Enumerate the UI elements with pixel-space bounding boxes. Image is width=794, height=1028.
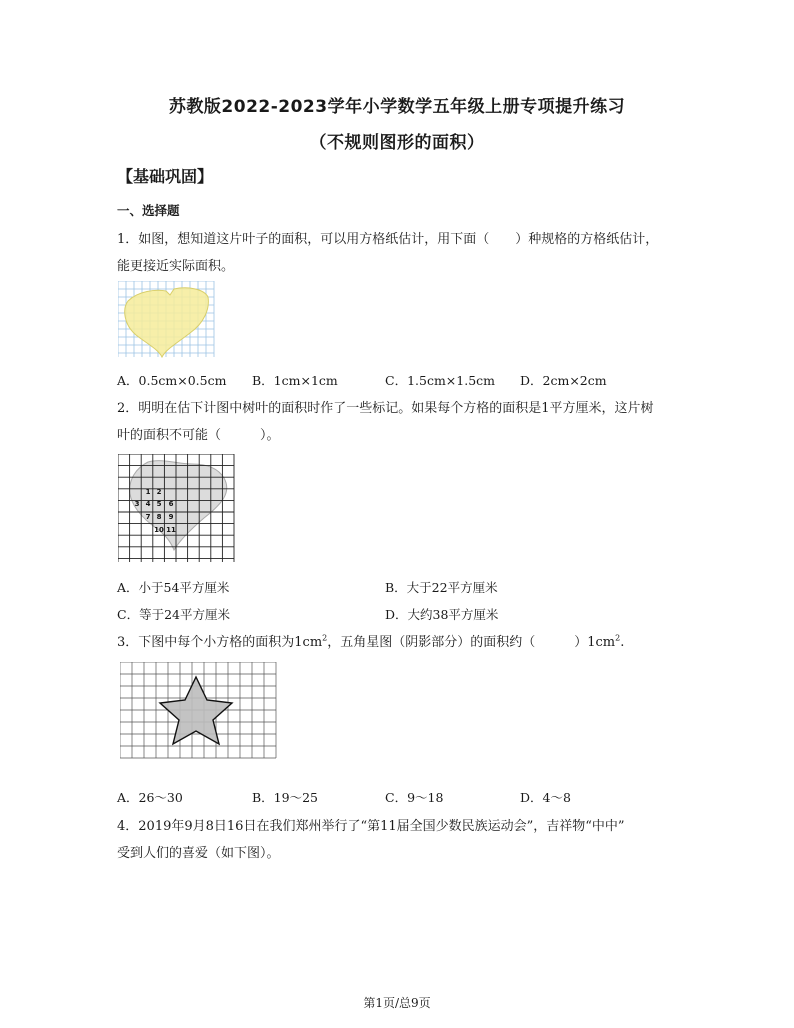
grid-number: 11 — [166, 526, 176, 534]
grid-number: 6 — [168, 500, 174, 508]
question-3-option-d[interactable]: D．4～8 — [520, 790, 571, 805]
grid-number: 4 — [145, 500, 151, 508]
question-4-text-line-1: 4．2019年9月8日16日在我们郑州举行了“第11届全国少数民族运动会”，吉祥物“中中” — [117, 819, 625, 834]
section-heading: 【基础巩固】 — [117, 167, 214, 186]
question-2-option-a[interactable]: A．小于54平方厘米 — [117, 580, 230, 595]
question-2-option-d[interactable]: D．大约38平方厘米 — [385, 607, 499, 622]
page-footer: 第1页/总9页 — [363, 996, 431, 1010]
question-2-option-b[interactable]: B．大于22平方厘米 — [385, 580, 498, 595]
grid-number: 10 — [154, 526, 164, 534]
question-2-text-line-1: 2．明明在估下计图中树叶的面积时作了一些标记。如果每个方格的面积是1平方厘米，这片树 — [117, 401, 654, 416]
question-3-option-a[interactable]: A．26～30 — [117, 790, 183, 805]
question-3-text-part-3: . — [620, 635, 625, 650]
question-4-text-line-2: 受到人们的喜爱（如下图）。 — [117, 846, 280, 861]
grid-number: 1 — [145, 488, 151, 496]
tree-leaf-grid-figure — [118, 454, 238, 564]
question-3-text — [117, 631, 624, 650]
grid-number: 8 — [156, 513, 162, 521]
question-2-text-line-2: 叶的面积不可能（ ）。 — [117, 428, 280, 443]
leaf-grid-figure — [118, 281, 216, 359]
grid-number: 5 — [156, 500, 162, 508]
grid-number: 9 — [168, 513, 174, 521]
superscript-2: 2 — [322, 633, 328, 643]
document-title: 苏教版2022-2023学年小学数学五年级上册专项提升练习 — [168, 97, 626, 117]
question-1-option-a[interactable]: A．0.5cm×0.5cm — [117, 373, 227, 388]
grid-number: 3 — [134, 500, 140, 508]
star-grid-figure — [120, 662, 280, 762]
question-2-option-c[interactable]: C．等于24平方厘米 — [117, 607, 230, 622]
question-1-option-b[interactable]: B．1cm×1cm — [252, 373, 338, 388]
question-3-text-part-1: 3．下图中每个小方格的面积为1cm — [117, 635, 323, 650]
tree-leaf-shape — [130, 461, 227, 550]
grid-number: 7 — [145, 513, 151, 521]
question-1-text-line-1: 1．如图，想知道这片叶子的面积，可以用方格纸估计，用下面（ ）种规格的方格纸估计， — [117, 232, 659, 247]
question-3-option-c[interactable]: C．9～18 — [385, 790, 444, 805]
question-3-text-part-2: ，五角星图（阴影部分）的面积约（ ）1cm — [327, 635, 616, 650]
document-subtitle: （不规则图形的面积） — [309, 133, 485, 153]
part-heading: 一、选择题 — [117, 203, 180, 218]
grid-number: 2 — [156, 488, 162, 496]
question-3-option-b[interactable]: B．19～25 — [252, 790, 318, 805]
question-1-text-line-2: 能更接近实际面积。 — [117, 259, 235, 274]
question-1-option-d[interactable]: D．2cm×2cm — [520, 373, 607, 388]
question-1-option-c[interactable]: C．1.5cm×1.5cm — [385, 373, 496, 388]
leaf-shape — [125, 288, 209, 357]
superscript-2: 2 — [615, 633, 621, 643]
